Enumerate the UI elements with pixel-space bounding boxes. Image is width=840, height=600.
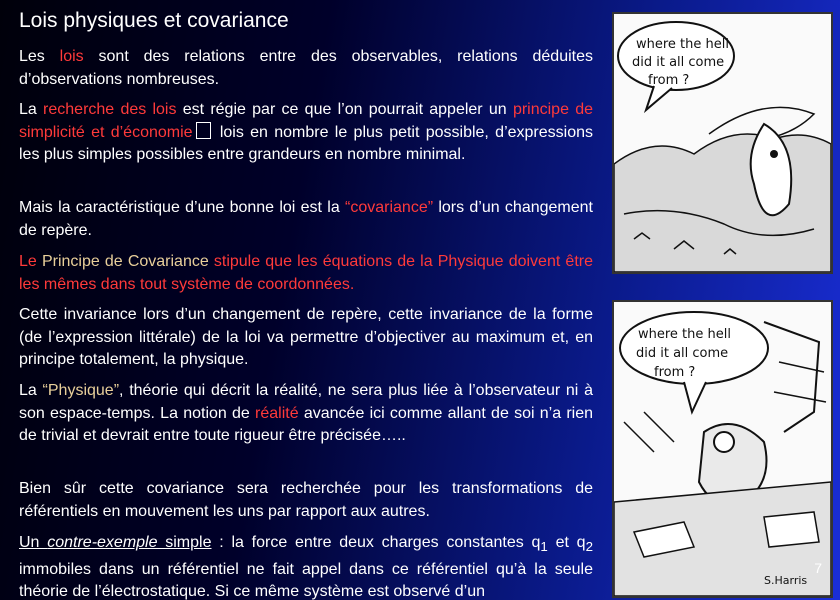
paragraph-principe-covariance: Le Principe de Covariance stipule que les équations de la Physique doivent être les mêmes dans tout système de coordonnées. xyxy=(19,253,594,293)
paragraph-invariance: Cette invariance lors d’un changement de repère, cette invariance de la forme (de l’expression littérale) de la loi va permettre d’objectiver au maximum et, en principe totalement, la physique. xyxy=(19,306,593,368)
highlight-principe: principe de simplicité et d’économie xyxy=(19,101,594,141)
paragraph-covariance: Mais la caractéristique d’une bonne loi est la “covariance” lors d’un changement de repère. xyxy=(19,199,593,239)
contre-exemple-term: contre-exemple xyxy=(47,534,158,551)
missing-glyph-box xyxy=(196,122,211,139)
highlight-covariance: “covariance” xyxy=(345,199,434,216)
slide-title: Lois physiques et covariance xyxy=(19,9,289,32)
highlight-physique: “Physique” xyxy=(42,382,120,399)
highlight-realite: réalité xyxy=(255,404,299,422)
paragraph-contre-exemple: Un contre-exemple simple : la force entre deux charges constantes $q_1$ et $q_2$ immobiles dans un référentiel ne fait appel dans ce référentiel qu’à la seule théorie de l’électrostatique. Si ce même système est observé d’un xyxy=(19,534,593,600)
cartoon-bottom-image xyxy=(612,300,833,598)
cartoon-top-bubble-line1: where the hell xyxy=(636,37,729,52)
highlight-principe-covariance: Principe de Covariance xyxy=(41,253,209,270)
cartoon-bottom-bubble-line2: did it all come xyxy=(636,346,729,361)
paragraph-transformations: Bien sûr cette covariance sera recherchée pour les transformations de référentiels en mouvement les uns par rapport aux autres. xyxy=(19,480,593,520)
cartoon-bottom-bubble-line3: from ? xyxy=(654,365,696,380)
paragraph-lois: Les lois sont des relations entre des observables, relations déduites d’observations nombreuses. xyxy=(19,48,593,88)
page-number: 7 xyxy=(814,560,822,576)
cartoon-top-drawing xyxy=(614,14,831,272)
paragraph-physique: La “Physique”, théorie qui décrit la réalité, ne sera plus liée à l’observateur ni à son espace-temps. La notion de réalité avancée ici comme allant de soi n’a rien de trivial et devrait entre toute rigueur être précisée….. xyxy=(19,382,594,444)
cartoon-signature: S.Harris xyxy=(764,574,808,587)
paragraph-recherche: La recherche des lois est régie par ce que l’on pourrait appeler un principe de simplicité et d’économie lois en nombre le plus petit possible, d’expressions les plus simples possibles entre grandeurs en nombre minimal. xyxy=(19,101,594,163)
cartoon-top-bubble-line2: did it all come xyxy=(632,55,725,70)
cartoon-bottom-drawing xyxy=(614,302,831,596)
highlight-lois: lois xyxy=(59,48,84,65)
cartoon-top-bubble-line3: from ? xyxy=(648,73,690,88)
highlight-recherche: recherche des lois xyxy=(43,101,177,118)
cartoon-bottom-bubble-line1: where the hell xyxy=(638,327,731,342)
cartoon-top-image xyxy=(612,12,833,274)
